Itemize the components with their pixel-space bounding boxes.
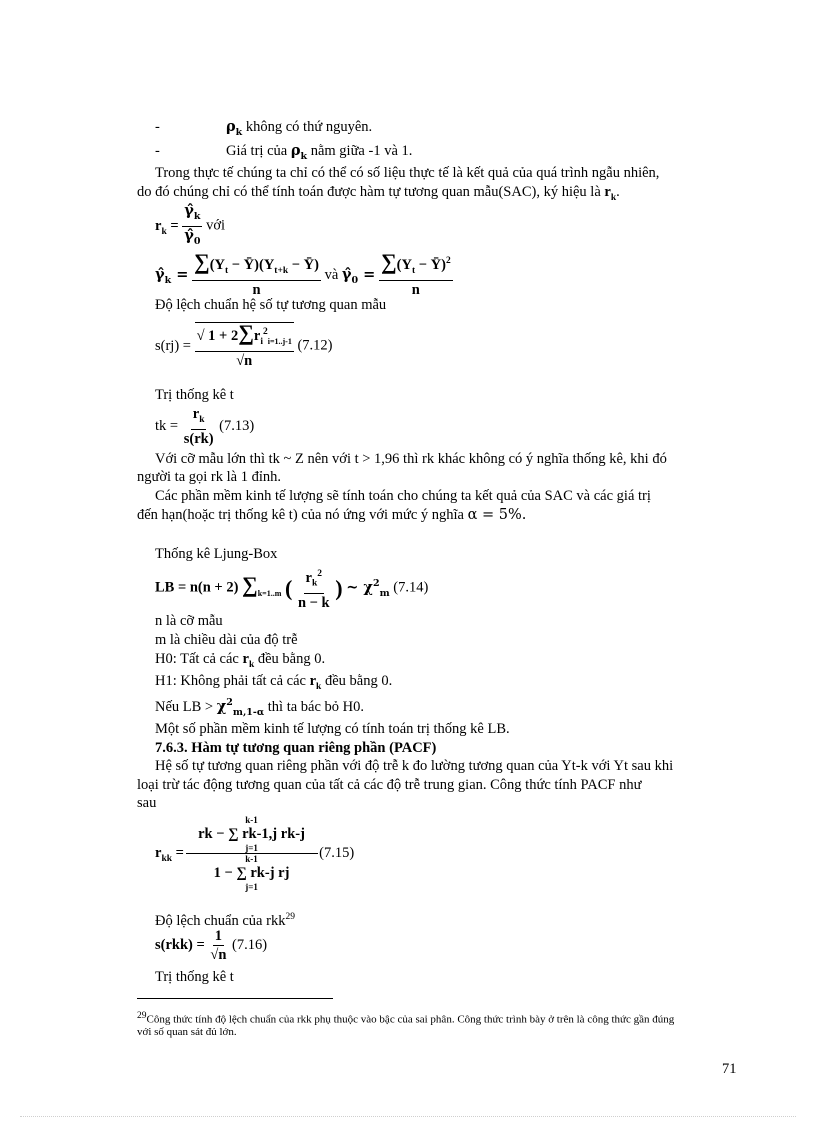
paragraph-peak-line2: người ta gọi rk là 1 đỉnh. <box>137 469 281 485</box>
m-desc: m là chiều dài của độ trễ <box>155 632 298 648</box>
page-number: 71 <box>722 1061 737 1077</box>
pacf-line2: loại trừ tác động tương quan của tất cả các độ trễ trung gian. Công thức tính PACF như <box>137 777 642 793</box>
formula-lb: LB = n(n + 2) $\sum_{k=1..m}$ ( $\frac{r_k^2}{n - k}$ ) ~ $\chi^2_m$ (7.14) <box>155 565 428 612</box>
footnote-ref[interactable]: 29 <box>285 912 295 922</box>
paragraph-sac-line1: Trong thực tế chúng ta chỉ có thể có số liệu thực tế là kết quả của quá trình ngẫu nhiên, <box>155 165 660 181</box>
t-label-2: Trị thống kê t <box>155 969 234 985</box>
n-desc: n là cỡ mẫu <box>155 613 223 629</box>
page-bottom-border <box>20 1116 796 1117</box>
lb-rule: Nếu LB > $\chi^2_{m,1-\alpha}$ thì ta bác bỏ H0. <box>155 697 365 718</box>
formula-s-rj: s(rj) = $\frac{√ 1 + 2\sum r_i^2_{i=1..j-1}}{√n}$ (7.12) <box>155 320 333 369</box>
footnote-separator <box>137 998 333 999</box>
paragraph-software-line1: Các phần mềm kinh tế lượng sẽ tính toán cho chúng ta kết quả của SAC và các giá trị <box>155 488 651 504</box>
footnote: $^{29}$Công thức tính độ lệch chuẩn của rkk phụ thuộc vào bậc của sai phân. Công thức trình bày ở trên là công thức gần đúng <box>137 1011 675 1026</box>
section-heading: 7.6.3. Hàm tự tương quan riêng phần (PACF) <box>155 740 437 756</box>
pacf-line3: sau <box>137 795 157 811</box>
formula-s-rkk: s(rkk) = $\frac{1}{√n}$ (7.16) <box>155 928 268 963</box>
paragraph-peak-line1: Với cỡ mẫu lớn thì tk ~ Z nên với t > 1,96 thì rk khác không có ý nghĩa thống kê, khi đó <box>155 451 667 467</box>
formula-rk: $r_k$ = $\frac{\gammâ_k}{\gammâ_0}$ với <box>155 202 226 247</box>
formula-tk: tk = $\frac{r_k}{s(rk)}$ (7.13) <box>155 406 255 447</box>
lb-software: Một số phần mềm kinh tế lượng có tính toán trị thống kê LB. <box>155 721 510 737</box>
formula-rkk: $r_{kk}$ = k-1 rk − ∑ rk-1,j rk-j j=1 k-1 1 − ∑ rk-j rj j=1 (7.15) <box>155 815 355 892</box>
paragraph-sac-line2: do đó chúng chỉ có thể tính toán được hàm tự tương quan mẫu(SAC), ký hiệu là $r_k$. <box>137 184 620 203</box>
bullet-dash-2: - <box>155 143 160 159</box>
pacf-line1: Hệ số tự tương quan riêng phần với độ trễ k đo lường tương quan của Yt-k với Yt sau khi <box>155 758 674 774</box>
paragraph-software-line2: đến hạn(hoặc trị thống kê t) của nó ứng với mức ý nghĩa α = 5%. <box>137 507 527 523</box>
bullet-dash-1: - <box>155 119 160 135</box>
h1: H1: Không phải tất cả các $r_k$ đều bằng 0. <box>155 673 393 692</box>
t-label: Trị thống kê t <box>155 387 234 403</box>
lb-label: Thống kê Ljung-Box <box>155 546 278 562</box>
formula-gamma: $\gammâ_k$ = $\frac{\sum(Y_t - Ȳ)(Y_{t+k} - Ȳ)}{n}$ và $\gammâ_0$ = $\frac{\sum(Y_t - Ȳ)^2}{n}$ <box>155 249 451 298</box>
std-label: Độ lệch chuẩn hệ số tự tương quan mẫu <box>155 297 387 313</box>
bullet-1: $\rho_k$ không có thứ nguyên. <box>226 118 373 138</box>
bullet-2: Giá trị của $\rho_k$ nằm giữa -1 và 1. <box>226 142 413 162</box>
std-rkk-label: Độ lệch chuẩn của rkk$^{29}$ <box>155 912 295 929</box>
footnote-line2: với số quan sát đủ lớn. <box>137 1026 237 1038</box>
h0: H0: Tất cả các $r_k$ đều bằng 0. <box>155 651 326 670</box>
